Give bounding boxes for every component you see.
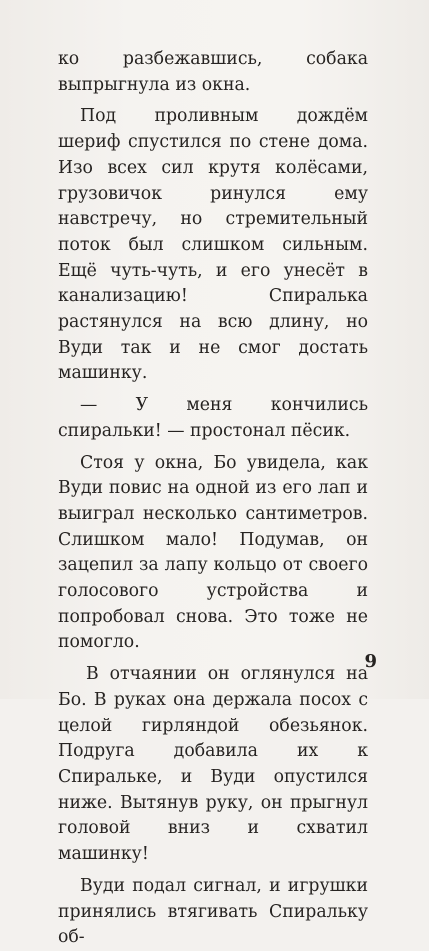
page-number: 9 bbox=[364, 651, 377, 672]
paragraph-bo-at-window: Стоя у окна, Бо увидела, как Вуди повис на одной из его лап и выиграл несколько сантиметров. Слишком мало! Подумав, он зацепил за лапу кольцо от своего голосового устройства и попробовал снова. Это тоже не помогло. bbox=[58, 452, 368, 653]
paragraph-continuation: ко разбежавшись, собака выпрыгнула из окна. bbox=[58, 49, 368, 95]
paragraph-despair: В отчаянии он оглянулся на Бо. В руках она держала посох с целой гирляндой обезьянок. Подруга добавила их к Спиральке, и Вуди опустился ниже. Вытянув руку, он прыгнул головой вниз и схватил машинку! bbox=[58, 664, 368, 865]
paragraph-sheriff-descends: Под проливным дождём шериф спустился по стене дома. Изо всех сил крутя колёсами, грузовичок ринулся ему навстречу, но стремительный поток был слишком сильным. Ещё чуть-чуть, и его унесёт в канализацию! Спиралька растянулся на всю длину, но Вуди так и не смог достать машинку. bbox=[58, 106, 368, 384]
body-text bbox=[58, 47, 368, 951]
paragraph-signal: Вуди подал сигнал, и игрушки принялись втягивать Спиральку об- bbox=[58, 875, 368, 948]
paragraph-dialogue: — У меня кончились спиральки! — простонал пёсик. bbox=[58, 395, 368, 441]
